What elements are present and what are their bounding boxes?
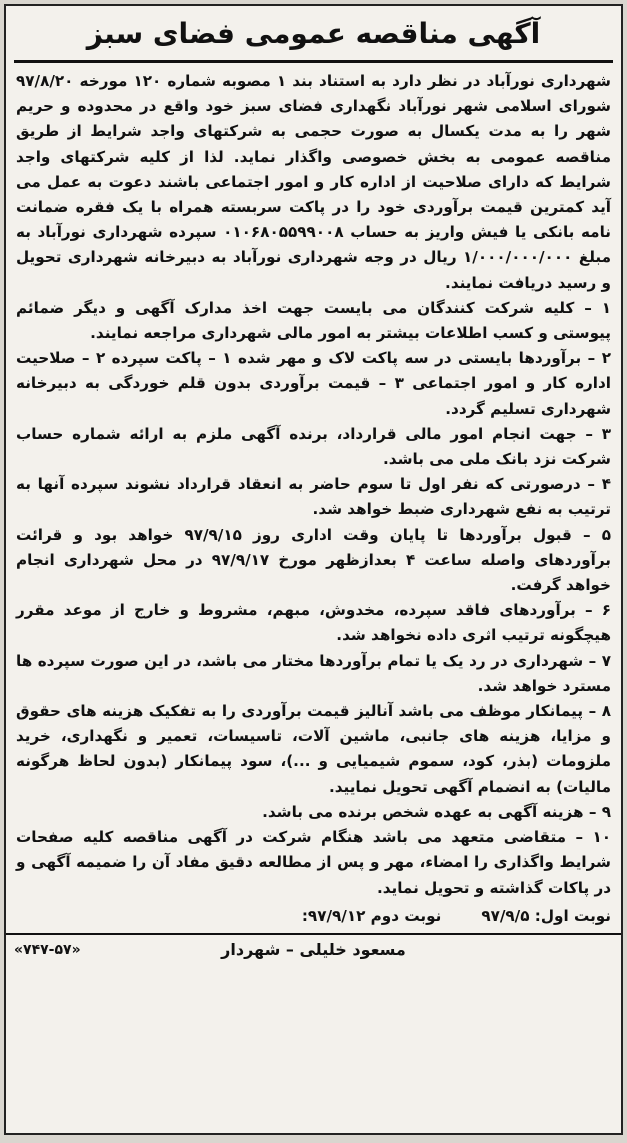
condition-item-10: ۱۰ – متقاضی متعهد می باشد هنگام شرکت در آگهی مناقصه کلیه صفحات شرایط واگذاری را امضاء، مهر و پس از مطالعه دقیق مفاد آن را ضمیمه آگهی و در پاکات گذاشته و تحویل نماید. [16, 828, 611, 897]
tender-notice [4, 4, 623, 1135]
condition-item-6: ۶ – برآوردهای فاقد سپرده، مخدوش، مبهم، مشروط و خارج از موعد مقرر هیچگونه ترتیب اثری داده نخواهد شد. [16, 601, 611, 645]
signature: مسعود خلیلی – شهردار [221, 939, 406, 959]
notice-body [6, 65, 621, 901]
signature-row [6, 933, 621, 965]
condition-item-8: ۸ – پیمانکار موظف می باشد آنالیز قیمت برآوردی را به تفکیک هزینه های حقوق و مزایا، هزینه های جانبی، ماشین آلات، تاسیسات، تعمیر و نگهداری، خرید ملزومات (بذر، کود، سموم شیمیایی و ...)، سود پیمانکار (بدون لحاظ هرگونه مالیات) به انضمام آگهی تحویل نمایید. [16, 702, 611, 796]
condition-item-2: ۲ – برآوردها بایستی در سه پاکت لاک و مهر شده ۱ – پاکت سپرده ۲ – صلاحیت اداره کار و امور اجتماعی ۳ – قیمت برآوردی بدون قلم خوردگی به دبیرخانه شهرداری تسلیم گردد. [16, 349, 611, 418]
condition-item-7: ۷ – شهرداری در رد یک یا تمام برآوردها مختار می باشد، در این صورت سپرده ها مسترد خواهد شد. [16, 651, 611, 695]
publication-dates [6, 903, 621, 929]
notice-code: «۷۴۷-۵۷» [14, 941, 81, 958]
condition-item-5: ۵ – قبول برآوردها تا پایان وقت اداری روز ۹۷/۹/۱۵ خواهد بود و قرائت برآوردهای واصله ساعت ۴ بعدازظهر مورخ ۹۷/۹/۱۷ در محل شهرداری انجام خواهد گرفت. [16, 525, 611, 595]
notice-title: آگهی مناقصه عمومی فضای سبز [86, 17, 541, 50]
second-publication: نوبت دوم ۹۷/۹/۱۲: [301, 906, 442, 925]
condition-item-3: ۳ – جهت انجام امور مالی قرارداد، برنده آگهی ملزم به ارائه شماره حساب شرکت نزد بانک ملی می باشد. [16, 424, 611, 469]
condition-item-9: ۹ – هزینه آگهی به عهده شخص برنده می باشد. [262, 802, 611, 821]
condition-item-1: ۱ – کلیه شرکت کنندگان می بایست جهت اخذ مدارک آگهی و دیگر ضمائم پیوستی و کسب اطلاعات بیشتر به امور مالی شهرداری مراجعه نمایند. [16, 298, 611, 343]
intro-paragraph: شهرداری نورآباد در نظر دارد به استناد بند ۱ مصوبه شماره ۱۲۰ مورخه ۹۷/۸/۲۰ شورای اسلامی شهر نورآباد نگهداری فضای سبز خود واقع در محدوده و حریم شهر را به مدت یکسال به صورت حجمی به شرکتهای واجد شرایط از طریق مناقصه عمومی به بخش خصوصی واگذار نماید. لذا از کلیه شرکتهای واجد شرایط که دارای صلاحیت از اداره کار و امور اجتماعی باشند دعوت به عمل می آید کمترین قیمت برآوردی خود را در پاکت سربسته همراه با یک فقره ضمانت نامه بانکی یا فیش واریز به حساب ۰۱۰۶۸۰۵۵۹۹۰۰۸ سپرده شهرداری نورآباد به مبلغ ۱/۰۰۰/۰۰۰/۰۰۰ ریال در وجه شهرداری نورآباد به دبیرخانه شهرداری تحویل و رسید دریافت نمایند. [16, 72, 611, 292]
title-box [14, 12, 613, 63]
condition-item-4: ۴ – درصورتی که نفر اول تا سوم حاضر به انعقاد قرارداد نشوند سپرده آنها به ترتیب به نفع شهرداری ضبط خواهد شد. [16, 475, 611, 519]
first-publication: نوبت اول: ۹۷/۹/۵ [481, 906, 611, 925]
